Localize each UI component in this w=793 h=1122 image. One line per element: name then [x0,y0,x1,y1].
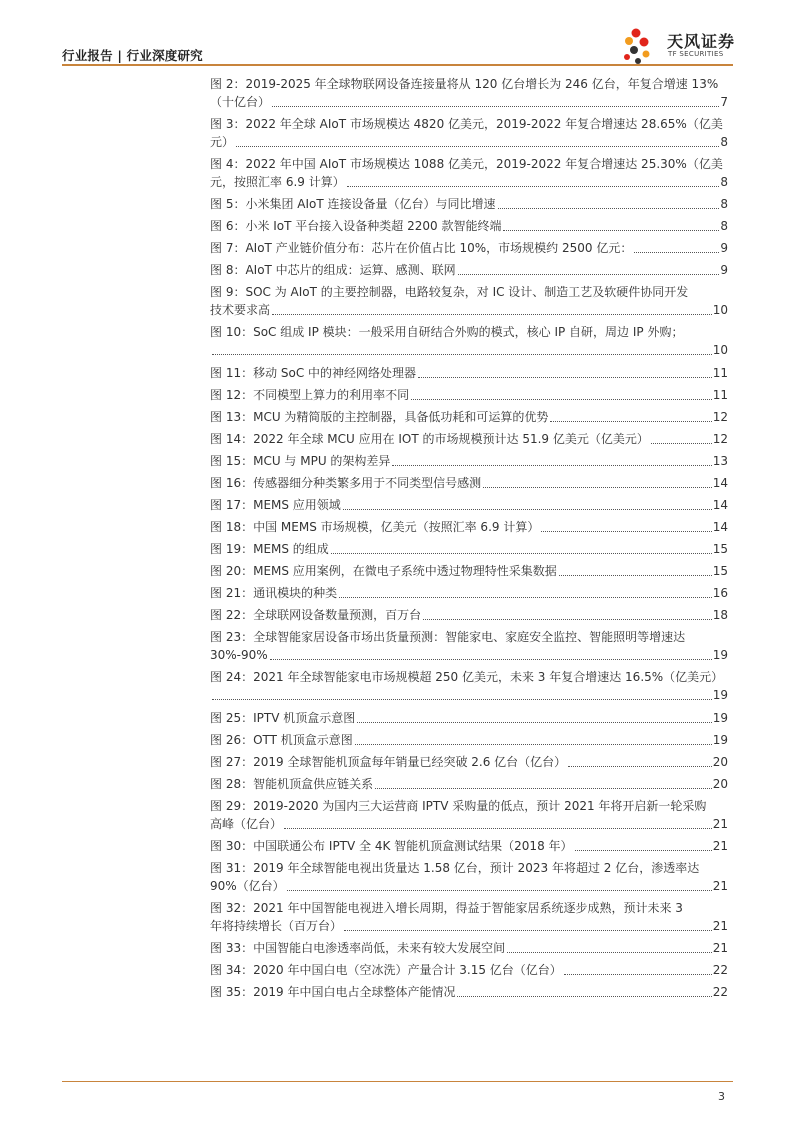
toc-entry-page: 10 [712,343,728,357]
toc-entry-title: 图 20：MEMS 应用案例，在微电子系统中透过物理特性采集数据 [210,564,557,578]
toc-entry[interactable] [210,195,728,213]
dot-leader [284,828,712,829]
toc-entry-page: 14 [712,520,728,534]
toc-entry[interactable] [210,115,728,151]
toc-entry[interactable] [210,859,728,895]
toc-entry-page: 12 [712,432,728,446]
dot-leader [272,314,712,315]
toc-entry-page: 20 [712,777,728,791]
toc-entry-title: 元，按照汇率 6.9 计算） [210,175,345,189]
toc-entry-title: 图 17：MEMS 应用领域 [210,498,341,512]
toc-entry-title: 图 22：全球联网设备数量预测，百万台 [210,608,422,622]
dot-leader [483,487,712,488]
page-number: 3 [718,1090,725,1103]
toc-entry-page: 11 [712,366,728,380]
toc-entry-page: 15 [712,542,728,556]
toc-entry[interactable] [210,668,728,704]
toc-entry-title: 图 3：2022 年全球 AIoT 市场规模达 4820 亿美元，2019-2022 年复合增速达 28.65%（亿美 [210,117,723,131]
dot-leader [287,890,712,891]
toc-entry[interactable] [210,239,728,257]
dot-leader [498,208,720,209]
toc-entry-page: 15 [712,564,728,578]
toc-entry-title: 图 28：智能机顶盒供应链关系 [210,777,374,791]
toc-entry[interactable] [210,540,728,558]
toc-entry-title: 元） [210,135,235,149]
toc-entry-page: 16 [712,586,728,600]
toc-entry-page: 19 [712,688,728,702]
toc-entry[interactable] [210,386,728,404]
toc-entry-title: 图 29：2019-2020 为国内三大运营商 IPTV 采购量的低点，预计 2021 年将开启新一轮采购 [210,799,707,813]
toc-entry-title: 图 7：AIoT 产业链价值分布：芯片在价值占比 10%，市场规模约 2500 亿元： [210,241,633,255]
toc-entry[interactable] [210,709,728,727]
dot-leader [236,146,719,147]
dot-leader [212,354,712,355]
dot-leader [559,575,712,576]
dot-leader [507,952,712,953]
toc-entry[interactable] [210,837,728,855]
header-divider [62,64,733,66]
toc-entry-page: 21 [712,839,728,853]
toc-entry-title: 图 26：OTT 机顶盒示意图 [210,733,353,747]
toc-entry-page: 12 [712,410,728,424]
toc-entry[interactable] [210,155,728,191]
toc-entry-title: 年将持续增长（百万台） [210,919,343,933]
toc-entry-page: 20 [712,755,728,769]
toc-entry[interactable] [210,961,728,979]
dot-leader [344,930,712,931]
toc-entry-page: 21 [712,817,728,831]
toc-entry-title: 图 31：2019 年全球智能电视出货量达 1.58 亿台，预计 2023 年将超过 2 亿台，渗透率达 [210,861,700,875]
toc-entry[interactable] [210,983,728,1001]
dot-leader [375,788,712,789]
toc-entry-title: 图 32：2021 年中国智能电视进入增长周期，得益于智能家居系统逐步成熟，预计未来 3 [210,901,683,915]
toc-entry-page: 9 [720,241,728,255]
toc-entry-title: 图 19：MEMS 的组成 [210,542,329,556]
toc-entry-title: 图 6：小米 IoT 平台接入设备种类超 2200 款智能终端 [210,219,502,233]
toc-entry[interactable] [210,364,728,382]
dot-leader [212,699,712,700]
toc-entry-page: 21 [712,879,728,893]
toc-entry-title: 30%-90% [210,648,268,662]
toc-entry-title: 图 30：中国联通公布 IPTV 全 4K 智能机顶盒测试结果（2018 年） [210,839,573,853]
toc-entry-page: 21 [712,919,728,933]
toc-entry[interactable] [210,261,728,279]
toc-entry-title: 图 25：IPTV 机顶盒示意图 [210,711,356,725]
toc-entry-title: 图 35：2019 年中国白电占全球整体产能情况 [210,985,456,999]
toc-entry-title: 图 5：小米集团 AIoT 连接设备量（亿台）与同比增速 [210,197,496,211]
toc-entry-title: 图 34：2020 年中国白电（空冰洗）产量合计 3.15 亿台（亿台） [210,963,562,977]
toc-entry-page: 11 [712,388,728,402]
toc-entry-title: 高峰（亿台） [210,817,283,831]
dot-leader [331,553,712,554]
toc-entry-page: 14 [712,476,728,490]
dot-leader [575,850,712,851]
brand-name-en: TF SECURITIES [668,50,724,58]
toc-entry-title: 图 15：MCU 与 MPU 的架构差异 [210,454,391,468]
brand-name: 天风证券 [667,32,736,51]
toc-entry-title: 图 2：2019-2025 年全球物联网设备连接量将从 120 亿台增长为 246 亿台，年复合增速 13% [210,77,719,91]
toc-entry[interactable] [210,899,728,935]
toc-entry[interactable] [210,584,728,602]
toc-entry[interactable] [210,939,728,957]
toc-entry[interactable] [210,452,728,470]
toc-entry-page: 7 [720,95,728,109]
toc-entry[interactable] [210,731,728,749]
toc-entry-page: 14 [712,498,728,512]
toc-entry-title: 图 10：SoC 组成 IP 模块：一般采用自研结合外购的模式，核心 IP 自研，周边 IP 外购； [210,325,684,339]
toc-entry-title: 图 18：中国 MEMS 市场规模，亿美元（按照汇率 6.9 计算） [210,520,540,534]
toc-entry-page: 19 [712,733,728,747]
footer-divider [62,1081,733,1082]
dot-leader [568,766,712,767]
toc-entry-page: 13 [712,454,728,468]
toc-entry-title: 图 21：通讯模块的种类 [210,586,338,600]
toc-entry[interactable] [210,75,728,111]
toc-entry-title: 图 4：2022 年中国 AIoT 市场规模达 1088 亿美元，2019-2022 年复合增速达 25.30%（亿美 [210,157,723,171]
dot-leader [392,465,711,466]
toc-entry-title: （十亿台） [210,95,271,109]
dot-leader [411,399,712,400]
toc-entry-page: 21 [712,941,728,955]
dot-leader [343,509,712,510]
dot-leader [634,252,719,253]
toc-entry-title: 图 23：全球智能家居设备市场出货量预测：智能家电、家庭安全监控、智能照明等增速达 [210,630,686,644]
toc-entry-title: 图 33：中国智能白电渗透率尚低，未来有较大发展空间 [210,941,506,955]
toc-entry-page: 19 [712,711,728,725]
toc-entry-title: 图 12：不同模型上算力的利用率不同 [210,388,410,402]
toc-entry[interactable] [210,606,728,624]
toc-entry-title: 图 27：2019 全球智能机顶盒每年销量已经突破 2.6 亿台（亿台） [210,755,567,769]
dot-leader [418,377,712,378]
dot-leader [651,443,712,444]
toc-entry-title: 图 11：移动 SoC 中的神经网络处理器 [210,366,417,380]
dot-leader [541,531,711,532]
dot-leader [457,996,711,997]
toc-entry[interactable] [210,474,728,492]
dot-leader [503,230,719,231]
dot-leader [564,974,712,975]
toc-entry[interactable] [210,283,728,319]
dot-leader [355,744,712,745]
toc-entry[interactable] [210,217,728,235]
toc-entry-title: 图 8：AIoT 中芯片的组成：运算、感测、联网 [210,263,456,277]
toc-entry-page: 22 [712,963,728,977]
toc-entry-title: 图 9：SOC 为 AIoT 的主要控制器，电路较复杂，对 IC 设计、制造工艺及软硬件协同开发 [210,285,689,299]
dot-leader [458,274,720,275]
toc-entry-title: 图 14：2022 年全球 MCU 应用在 IOT 的市场规模预计达 51.9 亿美元（亿美元） [210,432,649,446]
toc-entry-title: 90%（亿台） [210,879,285,893]
toc-entry[interactable] [210,753,728,771]
toc-entry-title: 图 13：MCU 为精简版的主控制器，具备低功耗和可运算的优势 [210,410,549,424]
toc-entry[interactable] [210,430,728,448]
toc-entry-page: 9 [720,263,728,277]
toc-entry[interactable] [210,562,728,580]
dot-leader [272,106,719,107]
toc-entry-page: 8 [720,197,728,211]
dot-leader [550,421,711,422]
dot-leader [347,186,720,187]
toc-entry-title: 图 24：2021 年全球智能家电市场规模超 250 亿美元，未来 3 年复合增速达 16.5%（亿美元） [210,670,724,684]
toc-entry[interactable] [210,408,728,426]
toc-entry-page: 18 [712,608,728,622]
dot-leader [270,659,712,660]
toc-entry-page: 10 [712,303,728,317]
toc-entry[interactable] [210,775,728,793]
figure-list [210,75,728,1005]
toc-entry-page: 22 [712,985,728,999]
report-category: 行业报告 | 行业深度研究 [62,48,203,63]
toc-entry[interactable] [210,496,728,514]
toc-entry-page: 8 [720,219,728,233]
dot-leader [357,722,712,723]
toc-entry-page: 8 [720,175,728,189]
toc-entry-page: 19 [712,648,728,662]
toc-entry[interactable] [210,518,728,536]
flower-icon [624,29,650,65]
dot-leader [339,597,712,598]
dot-leader [423,619,712,620]
toc-entry-page: 8 [720,135,728,149]
toc-entry[interactable] [210,323,728,359]
toc-entry[interactable] [210,797,728,833]
toc-entry-title: 图 16：传感器细分种类繁多用于不同类型信号感测 [210,476,482,490]
toc-entry-title: 技术要求高 [210,303,271,317]
toc-entry[interactable] [210,628,728,664]
